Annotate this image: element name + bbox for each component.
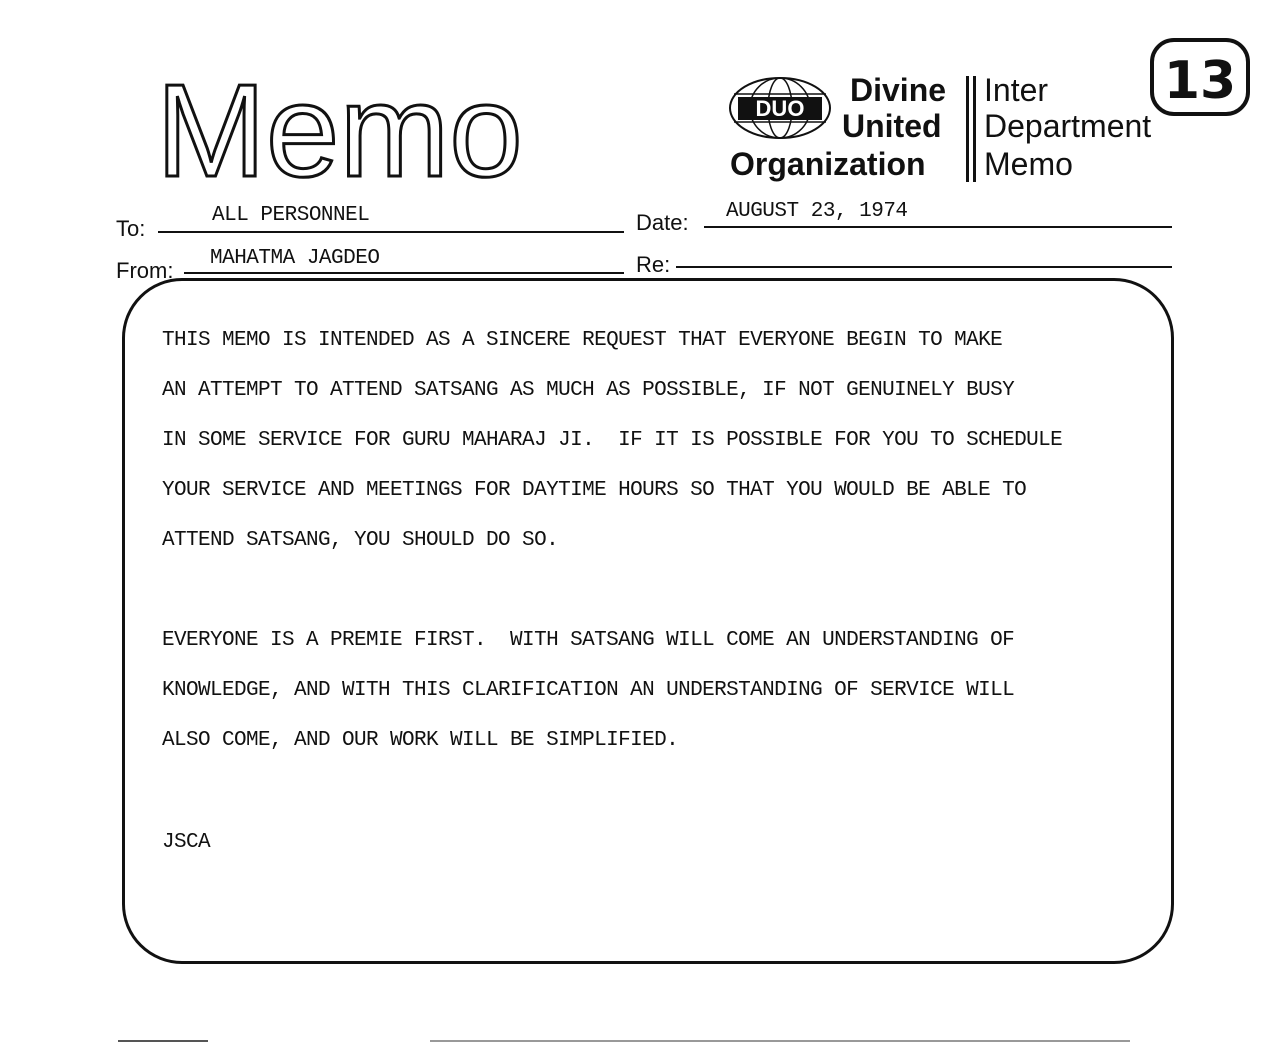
from-label: From: <box>116 258 174 283</box>
to-value: ALL PERSONNEL <box>212 204 370 227</box>
body-line: ALSO COME, AND OUR WORK WILL BE SIMPLIFIED. <box>162 729 679 752</box>
bottom-edge-rule <box>430 1040 1130 1042</box>
to-label: To: <box>116 216 146 241</box>
date-underline <box>704 226 1172 228</box>
logo-text: DUO <box>755 96 805 121</box>
dept-line-inter: Inter <box>984 72 1049 108</box>
memo-title-text: Memo <box>156 70 523 190</box>
date-value: AUGUST 23, 1974 <box>726 200 908 223</box>
re-label: Re: <box>636 252 671 277</box>
divider-bar-right <box>973 76 976 182</box>
from-value: MAHATMA JAGDEO <box>210 247 380 270</box>
from-underline <box>184 272 624 274</box>
body-line: AN ATTEMPT TO ATTEND SATSANG AS MUCH AS POSSIBLE, IF NOT GENUINELY BUSY <box>162 379 1015 402</box>
to-underline <box>158 231 624 233</box>
signature-initials: JSCA <box>162 831 211 854</box>
body-line: IN SOME SERVICE FOR GURU MAHARAJ JI. IF IT IS POSSIBLE FOR YOU TO SCHEDULE <box>162 429 1063 452</box>
divider-bar-left <box>966 76 969 182</box>
org-line-divine: Divine <box>850 72 947 108</box>
body-line: ATTEND SATSANG, YOU SHOULD DO SO. <box>162 529 559 552</box>
duo-globe-logo <box>728 76 832 140</box>
re-underline <box>676 266 1172 268</box>
page-number-badge: 13 <box>1150 38 1250 116</box>
body-line: KNOWLEDGE, AND WITH THIS CLARIFICATION AN UNDERSTANDING OF SERVICE WILL <box>162 679 1015 702</box>
body-line: EVERYONE IS A PREMIE FIRST. WITH SATSANG WILL COME AN UNDERSTANDING OF <box>162 629 1015 652</box>
dept-line-department: Department <box>984 108 1152 144</box>
bottom-edge-rule <box>118 1040 208 1042</box>
dept-line-memo: Memo <box>984 146 1073 182</box>
body-line: THIS MEMO IS INTENDED AS A SINCERE REQUEST THAT EVERYONE BEGIN TO MAKE <box>162 329 1003 352</box>
date-label: Date: <box>636 210 689 235</box>
memo-title <box>150 70 540 190</box>
body-line: YOUR SERVICE AND MEETINGS FOR DAYTIME HOURS SO THAT YOU WOULD BE ABLE TO <box>162 479 1027 502</box>
org-line-organization: Organization <box>730 146 926 182</box>
org-line-united: United <box>842 108 942 144</box>
